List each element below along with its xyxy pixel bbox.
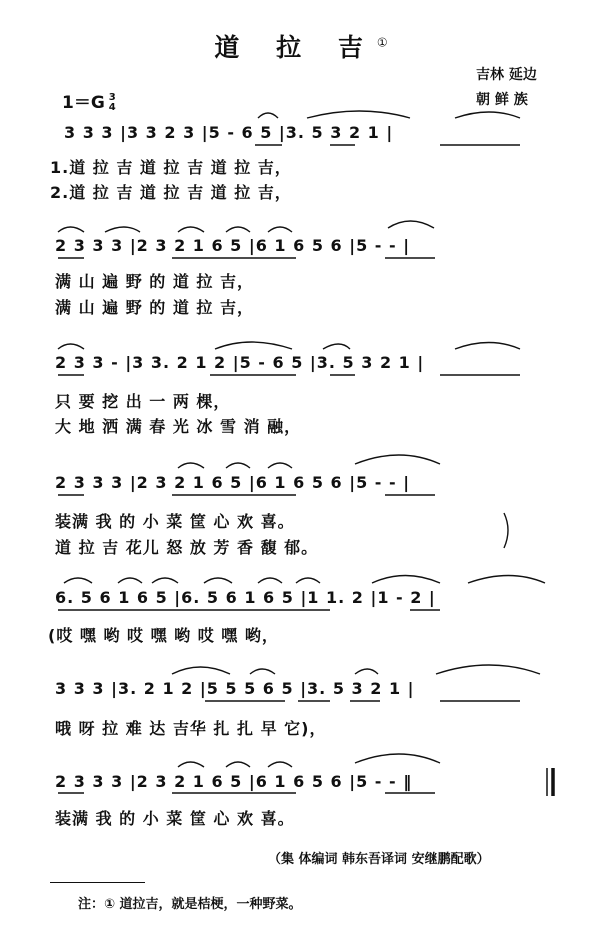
slur <box>296 578 320 583</box>
notes-system-4: 2 3 3 3 |2 3 2 1 6 5 |6 1 6 5 6 |5 - - | <box>55 473 411 492</box>
slur <box>436 665 540 674</box>
song-title-text: 道 拉 吉 <box>214 33 377 62</box>
lyrics-system-1-verse-1: 1.道 拉 吉 道 拉 吉 道 拉 吉， <box>50 158 292 177</box>
lyrics-system-5: (哎 嘿 哟 哎 嘿 哟 哎 嘿 哟， <box>48 626 279 645</box>
lyrics-system-4-verse-1: 装满 我 的 小 菜 筐 心 欢 喜。 <box>55 512 295 531</box>
slur <box>268 227 292 232</box>
credits: （集 体编词 韩东吾译词 安继鹏配歌） <box>268 852 490 867</box>
lyrics-system-2-verse-1: 满 山 遍 野 的 道 拉 吉， <box>55 272 254 291</box>
slur <box>250 669 275 674</box>
footnote: 注：① 道拉吉，就是桔梗，一种野菜。 <box>78 897 302 912</box>
slur <box>355 669 378 674</box>
origin-ethnicity: 朝 鲜 族 <box>476 92 528 108</box>
slur <box>468 576 545 584</box>
lyrics-system-3-verse-2: 大 地 洒 满 春 光 冰 雪 消 融， <box>55 417 302 436</box>
slur <box>226 762 250 767</box>
slur <box>58 344 84 349</box>
slur <box>64 578 92 583</box>
slur <box>204 578 232 583</box>
slur <box>268 762 292 767</box>
notes-system-1: 3 3 3 |3 3 2 3 |5 - 6 5 |3. 5 3 2 1 | <box>64 123 394 142</box>
slur <box>105 227 140 232</box>
slur <box>58 227 84 232</box>
slur <box>268 463 292 468</box>
slur <box>172 667 230 674</box>
lyrics-system-2-verse-2: 满 山 遍 野 的 道 拉 吉， <box>55 298 254 317</box>
slur <box>323 344 350 349</box>
slur <box>178 762 204 767</box>
lyrics-system-7: 装满 我 的 小 菜 筐 心 欢 喜。 <box>55 809 295 828</box>
slur <box>226 227 250 232</box>
time-top: 3 <box>108 92 116 103</box>
slur <box>178 463 204 468</box>
lyrics-system-3-verse-1: 只 要 挖 出 一 两 棵， <box>55 392 231 411</box>
notes-system-2: 2 3 3 3 |2 3 2 1 6 5 |6 1 6 5 6 |5 - - | <box>55 236 411 255</box>
triplet-arc <box>388 221 434 228</box>
slur <box>178 227 204 232</box>
slur <box>258 578 282 583</box>
origin-region: 吉林 延边 <box>476 67 537 83</box>
lyrics-system-1-verse-2: 2.道 拉 吉 道 拉 吉 道 拉 吉， <box>50 183 292 202</box>
lyrics-system-6: 哦 呀 拉 难 达 吉华 扎 扎 早 它)， <box>55 719 327 738</box>
notes-system-3: 2 3 3 - |3 3. 2 1 2 |5 - 6 5 |3. 5 3 2 1 | <box>55 353 425 372</box>
repeat-brace <box>504 513 508 548</box>
slur <box>455 343 520 350</box>
slur <box>258 113 278 118</box>
footnote-mark: ① <box>376 35 388 50</box>
slur <box>226 463 250 468</box>
key-label: 1＝G <box>62 93 105 113</box>
tie-arc <box>355 754 440 763</box>
notes-system-7: 2 3 3 3 |2 3 2 1 6 5 |6 1 6 5 6 |5 - - ‖ <box>55 772 413 791</box>
slur <box>215 342 292 349</box>
slur <box>152 578 178 583</box>
tie-arc <box>307 111 410 118</box>
time-bottom: 4 <box>108 102 116 113</box>
notes-system-5: 6. 5 6 1 6 5 |6. 5 6 1 6 5 |1 1. 2 |1 - 2 | <box>55 588 436 607</box>
notes-system-6: 3 3 3 |3. 2 1 2 |5 5 5 6 5 |3. 5 3 2 1 | <box>55 679 415 698</box>
tie-arc <box>355 455 440 464</box>
slur <box>118 578 142 583</box>
slur <box>455 112 520 118</box>
lyrics-system-4-verse-2: 道 拉 吉 花儿 怒 放 芳 香 馥 郁。 <box>55 538 319 557</box>
slur <box>372 576 440 584</box>
